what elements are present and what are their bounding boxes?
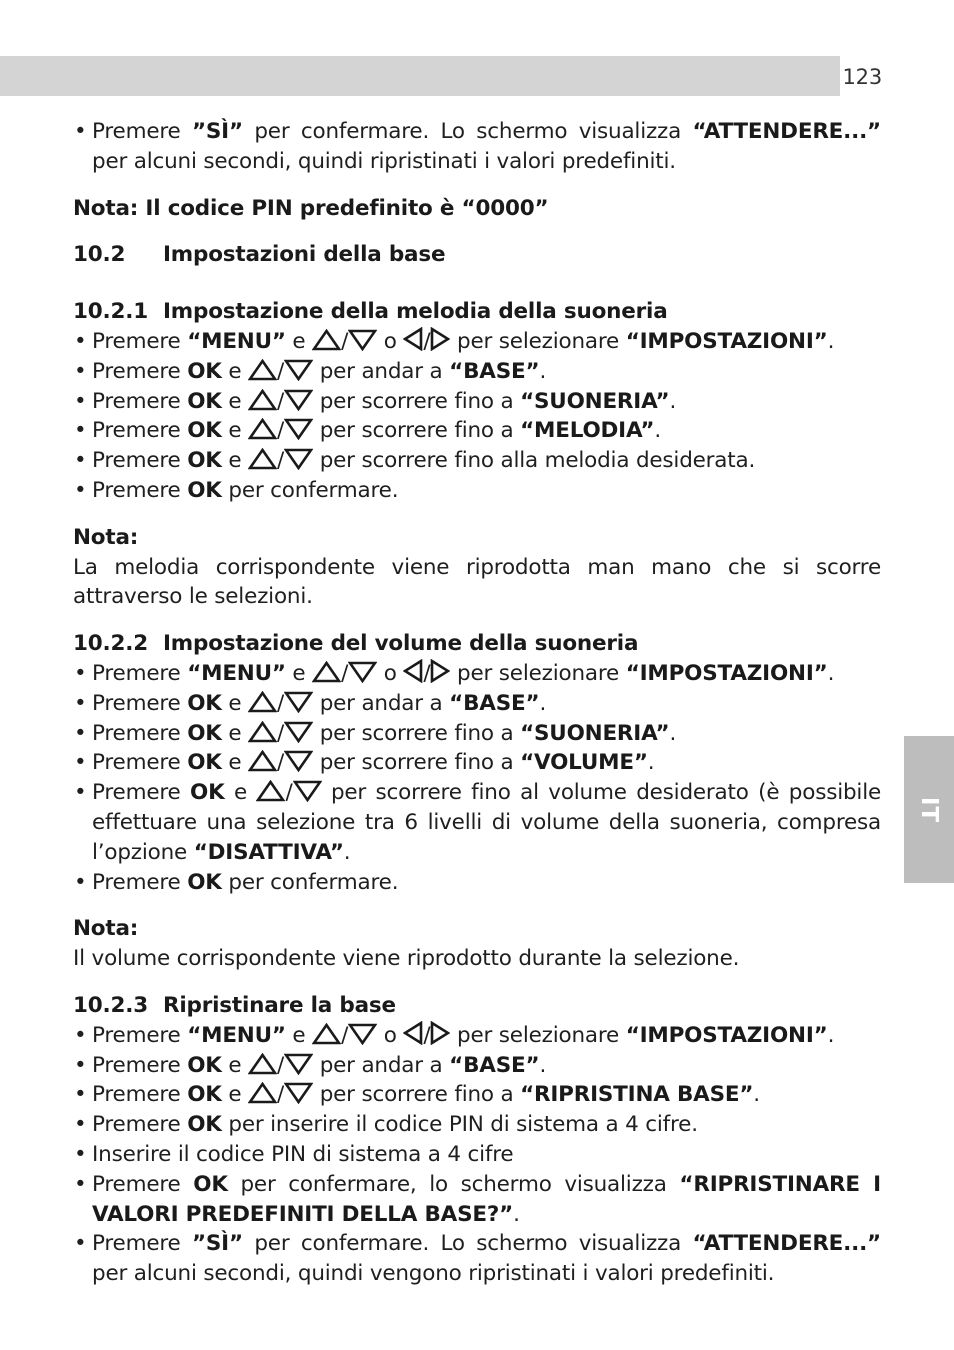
- list-item-continuation: VALORI PREDEFINITI DELLA BASE?”.: [92, 1201, 520, 1227]
- note-text: La melodia corrispondente viene riprodotta man mano che si scorre: [73, 554, 881, 580]
- list-item: • Premere “MENU” e / o / per selezionare “IMPOSTAZIONI”.: [73, 327, 881, 357]
- list-item: • Premere ”SÌ” per confermare. Lo schermo visualizza “ATTENDERE...”: [73, 117, 881, 147]
- triangle-down-icon: [284, 359, 313, 381]
- triangle-up-icon: [248, 1082, 277, 1104]
- language-tab: [904, 736, 954, 883]
- triangle-left-icon: [403, 1021, 423, 1045]
- list-item: • Premere “MENU” e / o / per selezionare “IMPOSTAZIONI”.: [73, 1021, 881, 1051]
- list-item: • Premere “MENU” e / o / per selezionare “IMPOSTAZIONI”.: [73, 659, 881, 689]
- triangle-left-icon: [403, 659, 423, 683]
- triangle-down-icon: [284, 448, 313, 470]
- section-heading-10-2-1: 10.2.1 Impostazione della melodia della suoneria: [73, 299, 668, 325]
- triangle-down-icon: [284, 389, 313, 411]
- triangle-up-icon: [248, 750, 277, 772]
- triangle-down-icon: [284, 418, 313, 440]
- list-item: • Premere OK per inserire il codice PIN di sistema a 4 cifre.: [73, 1110, 881, 1140]
- list-item: • Premere OK e / per scorrere fino a “RIPRISTINA BASE”.: [73, 1080, 881, 1110]
- list-item: • Premere OK e / per andar a “BASE”.: [73, 1051, 881, 1081]
- list-item: • Premere OK e / per scorrere fino a “SUONERIA”.: [73, 719, 881, 749]
- triangle-down-icon: [284, 691, 313, 713]
- page-number: 123: [842, 65, 882, 89]
- header-bar: [0, 56, 840, 96]
- triangle-up-icon: [256, 780, 285, 802]
- triangle-right-icon: [430, 659, 450, 683]
- list-item: • Premere OK e / per scorrere fino a “MELODIA”.: [73, 416, 881, 446]
- triangle-up-icon: [248, 359, 277, 381]
- page-content: [73, 117, 881, 1289]
- list-item-continuation: l’opzione “DISATTIVA”.: [92, 839, 351, 865]
- section-heading-10-2: 10.2 Impostazioni della base: [73, 242, 446, 268]
- list-item: • Premere OK e / per scorrere fino a “VOLUME”.: [73, 748, 881, 778]
- section-heading-10-2-2: 10.2.2 Impostazione del volume della suoneria: [73, 631, 639, 657]
- language-label: IT: [916, 796, 942, 823]
- list-item: • Premere OK per confermare.: [73, 476, 881, 506]
- list-item: • Premere OK e / per andar a “BASE”.: [73, 689, 881, 719]
- triangle-down-icon: [348, 329, 377, 351]
- triangle-down-icon: [348, 661, 377, 683]
- triangle-left-icon: [403, 327, 423, 351]
- triangle-down-icon: [348, 1023, 377, 1045]
- list-item: • Premere OK per confermare, lo schermo visualizza “RIPRISTINARE I: [73, 1170, 881, 1200]
- triangle-up-icon: [312, 329, 341, 351]
- triangle-right-icon: [430, 1021, 450, 1045]
- triangle-down-icon: [284, 721, 313, 743]
- triangle-up-icon: [248, 721, 277, 743]
- list-item: • Premere OK e / per andar a “BASE”.: [73, 357, 881, 387]
- list-item-continuation: effettuare una selezione tra 6 livelli di volume della suoneria, compresa: [92, 809, 881, 835]
- triangle-up-icon: [312, 661, 341, 683]
- triangle-down-icon: [284, 1053, 313, 1075]
- list-item: • Premere OK per confermare.: [73, 868, 881, 898]
- list-item: • Premere OK e / per scorrere fino a “SUONERIA”.: [73, 387, 881, 417]
- section-heading-10-2-3: 10.2.3 Ripristinare la base: [73, 992, 396, 1018]
- list-item: • Premere OK e / per scorrere fino al volume desiderato (è possibile: [73, 778, 881, 808]
- note-text: attraverso le selezioni.: [73, 584, 313, 610]
- note-label: Nota:: [73, 524, 139, 550]
- list-item-continuation: per alcuni secondi, quindi ripristinati i valori predefiniti.: [92, 148, 676, 174]
- triangle-up-icon: [248, 389, 277, 411]
- triangle-down-icon: [284, 750, 313, 772]
- triangle-up-icon: [248, 691, 277, 713]
- list-item: • Premere ”SÌ” per confermare. Lo schermo visualizza “ATTENDERE...”: [73, 1229, 881, 1259]
- list-item: • Premere OK e / per scorrere fino alla melodia desiderata.: [73, 446, 881, 476]
- triangle-up-icon: [248, 418, 277, 440]
- triangle-up-icon: [248, 1053, 277, 1075]
- triangle-right-icon: [430, 327, 450, 351]
- triangle-down-icon: [284, 1082, 313, 1104]
- list-item-continuation: per alcuni secondi, quindi vengono ripristinati i valori predefiniti.: [92, 1261, 775, 1287]
- triangle-up-icon: [312, 1023, 341, 1045]
- list-item: • Inserire il codice PIN di sistema a 4 cifre: [73, 1140, 881, 1170]
- note-label: Nota:: [73, 916, 139, 942]
- triangle-down-icon: [293, 780, 322, 802]
- triangle-up-icon: [248, 448, 277, 470]
- note-text: Il volume corrispondente viene riprodotto durante la selezione.: [73, 946, 740, 972]
- pin-note: Nota: Il codice PIN predefinito è “0000”: [73, 195, 549, 221]
